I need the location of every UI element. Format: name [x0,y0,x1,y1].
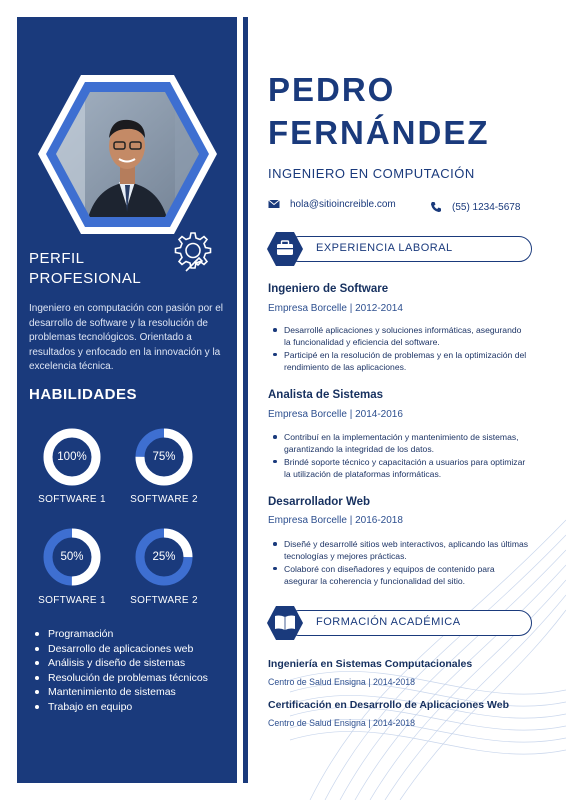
skill-item: Análisis y diseño de sistemas [31,656,231,671]
job-bullet: Contribuí en la implementación y mantenimiento de sistemas, garantizando la integridad de los datos. [270,431,530,456]
skill-item: Resolución de problemas técnicos [31,671,231,686]
experience-title: EXPERIENCIA LABORAL [316,242,453,254]
skill-item: Trabajo en equipo [31,700,231,715]
profile-photo [35,72,220,237]
profile-title [29,249,149,289]
skill-donut-4 [135,528,193,586]
job-role: INGENIERO EN COMPUTACIÓN [268,166,475,181]
job-bullet: Diseñé y desarrollé sitios web interactivos, aplicando las últimas tecnologías y mejores prácticas. [270,538,530,563]
skills-list [31,627,231,714]
job-bullets-1 [270,324,530,373]
job-bullet: Brindé soporte técnico y capacitación a usuarios para optimizar la utilización de plataformas informáticas. [270,456,530,481]
skill-donut-1 [43,428,101,486]
job-title-1: Ingeniero de Software [268,283,389,295]
briefcase-icon [266,231,304,267]
donut-label-1: SOFTWARE 1 [38,494,106,505]
skill-item: Mantenimiento de sistemas [31,685,231,700]
profile-text: Ingeniero en computación con pasión por el desarrollo de software y la resolución de problemas tecnológicos. Orientado a resultados y enfocado en la innovación y la excelencia técnica. [29,303,224,372]
vertical-divider [243,17,248,783]
email-contact [268,198,396,210]
book-icon [266,605,304,641]
skill-donut-2 [135,428,193,486]
job-bullets-2 [270,431,530,480]
person-name [268,68,558,154]
skill-donut-3 [43,528,101,586]
phone-text: (55) 1234-5678 [452,201,521,213]
edu-degree-2: Certificación en Desarrollo de Aplicaciones Web [268,699,509,711]
edu-degree-1: Ingeniería en Sistemas Computacionales [268,658,473,670]
job-company-3: Empresa Borcelle | 2016-2018 [268,515,403,526]
donut-value-3: 50% [60,551,84,563]
skill-item: Programación [31,627,231,642]
sidebar [17,17,237,783]
education-banner [266,609,532,637]
skills-title: HABILIDADES [29,386,138,403]
donut-label-3: SOFTWARE 1 [38,595,106,606]
gear-tools-icon [169,229,215,275]
job-bullet: Desarrollé aplicaciones y soluciones informáticas, asegurando la funcionalidad y eficiencia del software. [270,324,530,349]
skill-item: Desarrollo de aplicaciones web [31,642,231,657]
donut-label-4: SOFTWARE 2 [130,595,198,606]
job-title-3: Desarrollador Web [268,496,371,508]
first-name: PEDRO [268,71,396,108]
job-bullets-3 [270,538,530,587]
email-text: hola@sitioincreible.com [290,198,396,210]
donut-value-1: 100% [57,451,87,463]
job-title-2: Analista de Sistemas [268,389,384,401]
last-name: FERNÁNDEZ [268,114,490,151]
edu-place-1: Centro de Salud Ensigna | 2014-2018 [268,677,416,687]
mail-icon [268,198,280,210]
job-company-1: Empresa Borcelle | 2012-2014 [268,303,403,314]
profile-title-line1: PERFIL [29,250,85,267]
phone-contact [430,201,520,213]
donut-value-4: 25% [152,551,176,563]
experience-banner [266,235,532,263]
profile-title-line2: PROFESIONAL [29,270,142,287]
edu-place-2: Centro de Salud Ensigna | 2014-2018 [268,718,416,728]
phone-icon [430,201,442,213]
job-bullet: Participé en la resolución de problemas y en la optimización del rendimiento de las aplicaciones. [270,349,530,374]
education-title: FORMACIÓN ACADÉMICA [316,616,461,628]
donut-value-2: 75% [152,451,176,463]
job-company-2: Empresa Borcelle | 2014-2016 [268,409,403,420]
job-bullet: Colaboré con diseñadores y equipos de contenido para asegurar la coherencia y funcionalidad del sitio. [270,563,530,588]
donut-label-2: SOFTWARE 2 [130,494,198,505]
